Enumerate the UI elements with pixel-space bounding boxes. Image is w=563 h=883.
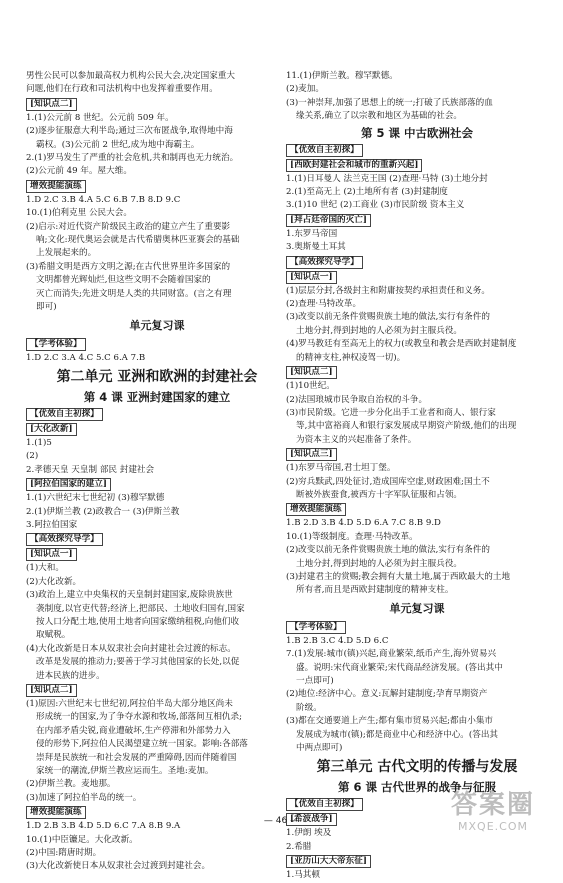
section-label-text: [知识点一]	[26, 548, 77, 561]
section-label-text: [知识点三]	[286, 448, 337, 461]
answer-line: 1.B 2.B 3.C 4.D 5.D 6.C	[286, 635, 389, 646]
section-label	[286, 854, 548, 869]
answer-line: 10.(1)等级制度。查理·马特改革。	[286, 531, 418, 542]
answer-line: (3)政治上,建立中央集权的天皇制封建国家,废除贵族世	[26, 590, 233, 601]
answer-line: 1.东罗马帝国	[286, 228, 338, 239]
answer-line: 改革是发展的推动力;要善于学习其他国家的长处,以促	[36, 657, 240, 668]
section-label-text: [希波战争]	[286, 813, 337, 826]
section-label-text: 【优效自主初探】	[286, 144, 363, 157]
watermark-line2: MXQE.COM	[458, 820, 528, 833]
answer-line: 1.B 2.D 3.B 4.D 5.D 6.A 7.C 8.B 9.D	[286, 518, 441, 529]
unit-review-title: 单元复习课	[129, 318, 185, 332]
section-label-text: [阿拉伯国家的建立]	[26, 478, 111, 491]
section-label-text: 【学考体验】	[286, 621, 346, 634]
answer-line: 即可)	[36, 302, 57, 313]
section-label-text: [大化改新]	[26, 423, 77, 436]
answer-line: 7.(1)发展:城市(镇)兴起,商业繁荣,纸币产生,海外贸易兴	[286, 649, 497, 660]
section-label	[26, 97, 288, 112]
section-label-text: 增效提能演练	[26, 180, 86, 193]
section-label	[26, 337, 288, 352]
lesson-title: 第 5 课 中古欧洲社会	[360, 125, 473, 140]
answer-line: 1.D 2.C 3.B 4.A 5.C 6.B 7.B 8.D 9.C	[26, 194, 181, 205]
unit-review-title: 单元复习课	[389, 601, 445, 615]
section-label-text: 增效提能演练	[26, 806, 86, 819]
answer-line: (3)一神崇拜,加强了思想上的统一;打破了氏族部落的血	[286, 97, 493, 108]
answer-line: 为资本主义的兴起准备了条件。	[296, 434, 417, 445]
answer-line: (1)原因:六世纪末七世纪初,阿拉伯半岛大部分地区尚未	[26, 699, 233, 709]
answer-line: 取赋税。	[36, 630, 71, 641]
answer-line: 1.D 2.B 3.B 4.D 5.D 6.C 7.A 8.B 9.A	[26, 821, 181, 832]
answer-line: 2.孝德天皇 天皇制 部民 封建社会	[26, 464, 155, 475]
answer-line: (4)大化改新是日本从奴隶社会向封建社会过渡的标志。	[26, 643, 236, 654]
section-label-text: 增效提能演练	[286, 503, 346, 516]
answer-line: 崇拜是民族统一和社会发展的严重障碍,因而伴随着国	[36, 752, 237, 763]
answer-line: (2)大化改新。	[26, 576, 82, 587]
answer-line: 1.(1)六世纪末七世纪初 (3)穆罕默德	[26, 493, 165, 504]
answer-line: (3)都在交通要道上产生;都有集市贸易兴起;都由小集市	[286, 716, 494, 727]
answer-line: (2)公元前 49 年。屋大维。	[26, 166, 132, 177]
section-label-text: [亚历山大大帝东征]	[286, 855, 371, 868]
section-label	[26, 422, 288, 437]
answer-line: 2.(1)罗马发生了严重的社会危机,共和制再也无力统治。	[26, 153, 239, 164]
answer-line: (1)东罗马帝国,君士坦丁堡。	[286, 463, 396, 474]
section-label	[26, 532, 288, 547]
section-label-text: [知识点二]	[26, 684, 77, 697]
answer-line: 男性公民可以参加最高权力机构公民大会,决定国家重大	[26, 71, 235, 81]
answer-line: (2)逐步征服意大利半岛;通过三次布匿战争,取得地中海	[26, 126, 233, 137]
answer-line: (2)麦加。	[286, 84, 324, 95]
answer-line: 1.马其顿	[286, 870, 320, 881]
answer-line: 按人口分配土地,使用土地者向国家缴纳租税,向他们收	[36, 616, 240, 627]
answer-line: 盛。说明:宋代商业繁荣;宋代商品经济发展。(答出其中	[296, 662, 503, 673]
section-label-text: [拜占廷帝国的灭亡]	[286, 214, 371, 227]
answer-line: (2)改变以前无条件赏赐贵族土地的做法,实行有条件的	[286, 545, 490, 556]
unit-title: 第三单元 古代文明的传播与发展	[316, 759, 518, 776]
section-label	[286, 447, 548, 462]
section-label-text: 【高效探究导学】	[26, 533, 103, 546]
section-label	[26, 683, 288, 698]
answer-line: 上发展起来的。	[36, 248, 97, 259]
answer-line: (2)地位:经济中心。意义:瓦解封建制度;孕育早期资产	[286, 689, 488, 700]
answer-line: (4)罗马教廷有至高无上的权力(或教皇和教会是西欧封建制度	[286, 339, 517, 350]
answer-line: 侵的形势下,阿拉伯人民渴望建立统一国家。影响:各部落	[36, 739, 248, 750]
answer-line: 响;文化:现代奥运会就是古代希腊奥林匹亚赛会的基础	[36, 235, 240, 246]
page-number: — 46 —	[0, 816, 563, 826]
answer-line: 10.(1)伯利克里 公民大会。	[26, 208, 132, 219]
answer-line: 10.(1)中臣镰足。大化改新。	[26, 834, 138, 845]
answer-line: (3)封建君主的赏赐;教会拥有大量土地,属于西欧最大的土地	[286, 571, 511, 582]
answer-line: (2)中国:隋唐时期。	[26, 848, 102, 859]
section-label	[26, 477, 288, 492]
answer-line: 1.(1)公元前 8 世纪。公元前 509 年。	[26, 112, 174, 123]
answer-line: (2)穷兵黩武,四处征讨,造成国库空虚,财政困难;国土不	[286, 476, 490, 487]
lesson-title: 第 4 课 亚洲封建国家的建立	[83, 389, 231, 404]
left-column	[26, 70, 288, 874]
answer-line: (3)市民阶级。它进一步分化出手工业者和商人、银行家	[286, 407, 496, 418]
answer-line: 2.(1)伊斯兰教 (2)政教合一 (3)伊斯兰教	[26, 506, 180, 517]
section-label	[26, 179, 288, 194]
answer-line: 灭亡而消失;先进文明是人类的共同财富。(言之有理	[36, 288, 232, 299]
answer-line: (1)10世纪。	[286, 381, 335, 392]
answer-line: 霸权。(3)公元前 2 世纪,成为地中海霸主。	[36, 139, 200, 150]
answer-line: 家统一的潮流,伊斯兰教应运而生。圣地:麦加。	[36, 766, 214, 777]
answer-line: 缘关系,确立了以宗教和地区为基础的社会。	[296, 111, 463, 122]
section-label-text: 【优效自主初探】	[286, 798, 363, 811]
answer-line: 2.(1)至高无上 (2)土地所有者 (3)封建制度	[286, 187, 448, 198]
answer-line: (1)大和。	[26, 563, 64, 574]
answer-line: 11.(1)伊斯兰教。穆罕默德。	[286, 71, 398, 81]
section-label	[26, 407, 288, 422]
answer-line: 3.奥斯曼土耳其	[286, 242, 346, 253]
answer-line: 问题,他们在行政和司法机构中也发挥着重要作用。	[26, 84, 218, 95]
answer-line: 1.(1)日耳曼人 法兰克王国 (2)查理·马特 (3)土地分封	[286, 173, 488, 184]
watermark-logo	[433, 790, 553, 838]
section-label	[286, 213, 548, 228]
answer-line: (2)伊斯兰教。麦地那。	[26, 779, 116, 790]
section-label	[286, 255, 548, 270]
answer-line: (3)希腊文明是西方文明之源;在古代世界里许多国家的	[26, 261, 231, 272]
answer-line: 形成统一的国家,为了争夺水源和牧场,部落间互相仇杀;	[36, 712, 243, 723]
answer-line: (2)法国琅城市民争取自治权的斗争。	[286, 394, 428, 405]
answer-line: 发展成为城市(镇);都是商业中心和经济中心。(答出其	[296, 729, 499, 740]
answer-line: 3.阿拉伯国家	[26, 519, 78, 530]
section-label	[286, 620, 548, 635]
answer-line: 袭制度,以官吏代替;经济上,把部民、土地收归国有,国家	[36, 603, 245, 614]
answer-line: (2)	[26, 451, 39, 462]
answer-line: (2)查理·马特改革。	[286, 299, 362, 310]
lesson-title: 第 6 课 古代世界的战争与征服	[337, 780, 496, 795]
answer-line: 土地分封,得到封地的人必须为封主服兵役。	[296, 558, 463, 569]
answer-line: 在内部矛盾尖锐,商业遭破坏,生产停滞和外部势力入	[36, 725, 231, 736]
answer-line: 等,其中富裕商人和银行家发展成早期资产阶级,他们的出现	[296, 421, 517, 432]
section-label-text: [知识点二]	[26, 98, 77, 111]
section-label-text: [知识点二]	[286, 366, 337, 379]
answer-line: 1.(1)5	[26, 437, 52, 448]
answer-line: 土地分封,得到封地的人必须为封主服兵役。	[296, 325, 463, 336]
answer-line: 1.伊朗 埃及	[286, 828, 332, 839]
section-label-text: 【高效探究导学】	[286, 256, 363, 269]
answer-line: 文明都曾光辉灿烂,但这些文明不会随着国家的	[36, 275, 211, 286]
section-label	[286, 365, 548, 380]
answer-line: 3.(1)10 世纪 (2)工商业 (3)市民阶级 资本主义	[286, 200, 465, 211]
right-column	[286, 70, 548, 883]
answer-line: 断被外族蚕食,被西方十字军队征服和占领。	[296, 489, 463, 500]
answer-line: 1.D 2.C 3.A 4.C 5.C 6.A 7.B	[26, 352, 146, 363]
answer-line: 阶级。	[296, 702, 322, 713]
answer-line: (2)启示:对近代资产阶级民主政治的建立产生了重要影	[26, 221, 231, 232]
unit-title: 第二单元 亚洲和欧洲的封建社会	[56, 368, 258, 385]
section-label	[286, 270, 548, 285]
answer-line: (3)加速了阿拉伯半岛的统一。	[26, 792, 142, 803]
answer-line: 所有者,而且是西欧封建制度的精神支柱。	[296, 585, 454, 596]
section-label-text: 【优效自主初探】	[26, 408, 103, 421]
answer-line: 2.希腊	[286, 841, 312, 852]
section-label	[286, 158, 548, 173]
section-label-text: [知识点一]	[286, 271, 337, 284]
answer-line: 的精神支柱,神权凌驾一切)。	[296, 352, 406, 363]
section-label	[286, 143, 548, 158]
section-label-text: 【学考体验】	[26, 338, 86, 351]
answer-line: 进本民族的进步。	[36, 670, 105, 681]
answer-line: 一点即可)	[296, 676, 334, 686]
watermark-line1: 答案圈	[450, 790, 535, 820]
answer-line: (3)大化改新使日本从奴隶社会过渡到封建社会。	[26, 861, 211, 872]
answer-line: (1)层层分封,各级封主和附庸按契约承担责任和义务。	[286, 285, 490, 296]
answer-line: 中两点即可)	[296, 743, 343, 754]
answer-line: (3)改变以前无条件赏赐贵族土地的做法,实行有条件的	[286, 312, 490, 323]
section-label	[26, 547, 288, 562]
section-label-text: [西欧封建社会和城市的重新兴起]	[286, 159, 422, 172]
section-label	[286, 502, 548, 517]
